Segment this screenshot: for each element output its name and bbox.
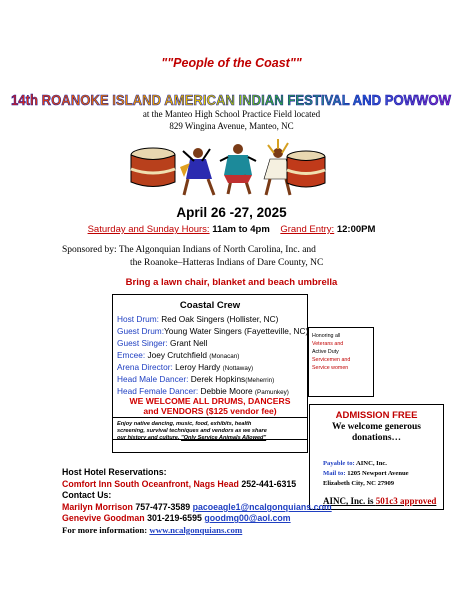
admission-title: ADMISSION FREE	[335, 410, 418, 421]
contact-row-2	[62, 513, 291, 523]
hotel-heading: Host Hotel Reservations:	[62, 467, 167, 477]
festival-hours	[0, 224, 463, 235]
contact-email-link[interactable]: goodmg00@aol.com	[204, 513, 291, 523]
sponsor-line-2: the Roanoke–Hatteras Indians of Dare County, NC	[130, 258, 324, 268]
sponsor-line-1: Sponsored by: The Algonquian Indians of North Carolina, Inc. and	[62, 245, 316, 255]
bring-notice: Bring a lawn chair, blanket and beach umbrella	[125, 277, 338, 288]
crew-head-male-dancer	[117, 374, 274, 384]
crew-role-note: (Pamunkey)	[254, 389, 289, 396]
mail-label: Mail to:	[323, 470, 346, 477]
venue-line-2: 829 Wingina Avenue, Manteo, NC	[169, 121, 294, 131]
info-line	[62, 525, 242, 535]
welcome-line-1: WE WELCOME ALL DRUMS, DANCERS	[129, 396, 291, 406]
activities-line: screening, survival techniques and vendors as we share	[117, 428, 267, 434]
admission-box	[309, 404, 444, 510]
website-link[interactable]: www.ncalgonquians.com	[149, 525, 243, 535]
crew-title: Coastal Crew	[179, 300, 241, 311]
contact-email-link[interactable]: pacoeagle1@ncalgonquians.com	[192, 502, 332, 512]
activities-text: our history and culture.	[117, 435, 182, 441]
grand-entry-value: 12:00PM	[336, 224, 376, 235]
activities-box	[112, 417, 308, 453]
activities-line: Enjoy native dancing, music, food, exhibits, health	[117, 421, 252, 427]
crew-host-drum	[117, 314, 278, 324]
mail-city: Elizabeth City, NC 27909	[323, 480, 395, 487]
honor-line: Honoring all	[312, 333, 341, 339]
welcome-line-2: and VENDORS ($125 vendor fee)	[143, 406, 277, 416]
contact-name: Genevive Goodman	[62, 513, 145, 523]
mail-to	[323, 470, 409, 477]
activities-line	[117, 435, 303, 442]
honor-line: Service women	[312, 365, 349, 371]
crew-role-value: Red Oak Singers (Hollister, NC)	[161, 314, 279, 324]
contact-heading: Contact Us:	[62, 490, 112, 500]
crew-role-note: (Nottaway)	[222, 365, 254, 372]
crew-role-label: Head Female Dancer:	[117, 386, 199, 396]
crew-role-value: Grant Nell	[170, 338, 208, 348]
welcome-drums-notice	[113, 396, 307, 416]
hotel-phone: 252-441-6315	[241, 479, 297, 489]
crew-emcee	[117, 350, 239, 360]
crew-role-label: Head Male Dancer:	[117, 374, 189, 384]
contact-name: Marilyn Morrison	[62, 502, 133, 512]
service-animals-note: "Only Service Animals Allowed"	[181, 435, 267, 441]
venue-line-1: at the Manteo High School Practice Field located	[142, 109, 321, 119]
honor-line: Active Duty	[312, 349, 339, 355]
payable-value: AINC, Inc.	[355, 460, 387, 467]
festival-dates: April 26 -27, 2025	[176, 205, 287, 220]
crew-role-label: Guest Drum:	[117, 326, 165, 336]
donations-message	[310, 422, 443, 444]
hours-label: Saturday and Sunday Hours:	[87, 224, 210, 235]
payable-to	[323, 460, 387, 467]
crew-role-value: Young Water Singers (Fayetteville, NC)	[164, 326, 309, 336]
nonprofit-status	[323, 496, 436, 506]
crew-head-female-dancer	[117, 386, 289, 396]
crew-role-label: Host Drum:	[117, 314, 159, 324]
contact-row-1	[62, 502, 332, 512]
payable-label: Payable to:	[323, 460, 355, 467]
crew-role-label: Guest Singer:	[117, 338, 168, 348]
crew-role-note: (Meherrin)	[245, 377, 275, 384]
honor-line: Veterans and	[312, 341, 344, 347]
crew-role-label: Arena Director:	[117, 362, 173, 372]
crew-guest-drum	[117, 326, 308, 336]
donations-line-1: We welcome generous	[332, 422, 421, 432]
hotel-name: Comfort Inn South Oceanfront, Nags Head	[62, 479, 239, 489]
donations-line-2: donations…	[351, 433, 402, 443]
crew-guest-singer	[117, 338, 207, 348]
nonprofit-label: AINC, Inc. is	[323, 496, 376, 506]
hotel-line	[62, 479, 296, 489]
crew-role-value: Leroy Hardy	[175, 362, 221, 372]
grand-entry-label: Grand Entry:	[280, 224, 335, 235]
honoring-veterans-box	[308, 327, 374, 397]
powwow-drummers-illustration	[128, 139, 328, 201]
festival-title-text: 14th ROANOKE ISLAND AMERICAN INDIAN FESTIVAL AND POWWOW	[11, 92, 452, 109]
crew-role-value: Derek Hopkins	[190, 374, 246, 384]
crew-role-value: Joey Crutchfield	[147, 350, 207, 360]
honor-line: Servicemen and	[312, 357, 351, 363]
crew-role-note: (Monacan)	[209, 353, 240, 360]
info-label: For more information:	[62, 525, 148, 535]
nonprofit-status-value: 501c3 approved	[375, 496, 437, 506]
contact-phone: 301-219-6595	[147, 513, 202, 523]
contact-phone: 757-477-3589	[135, 502, 191, 512]
hours-value: 11am to 4pm	[212, 224, 270, 235]
festival-tagline: ""People of the Coast""	[161, 56, 302, 70]
crew-role-value: Debbie Moore	[200, 386, 253, 396]
mail-value: 1205 Newport Avenue	[347, 470, 409, 477]
crew-arena-director	[117, 362, 253, 372]
crew-role-label: Emcee:	[117, 350, 146, 360]
